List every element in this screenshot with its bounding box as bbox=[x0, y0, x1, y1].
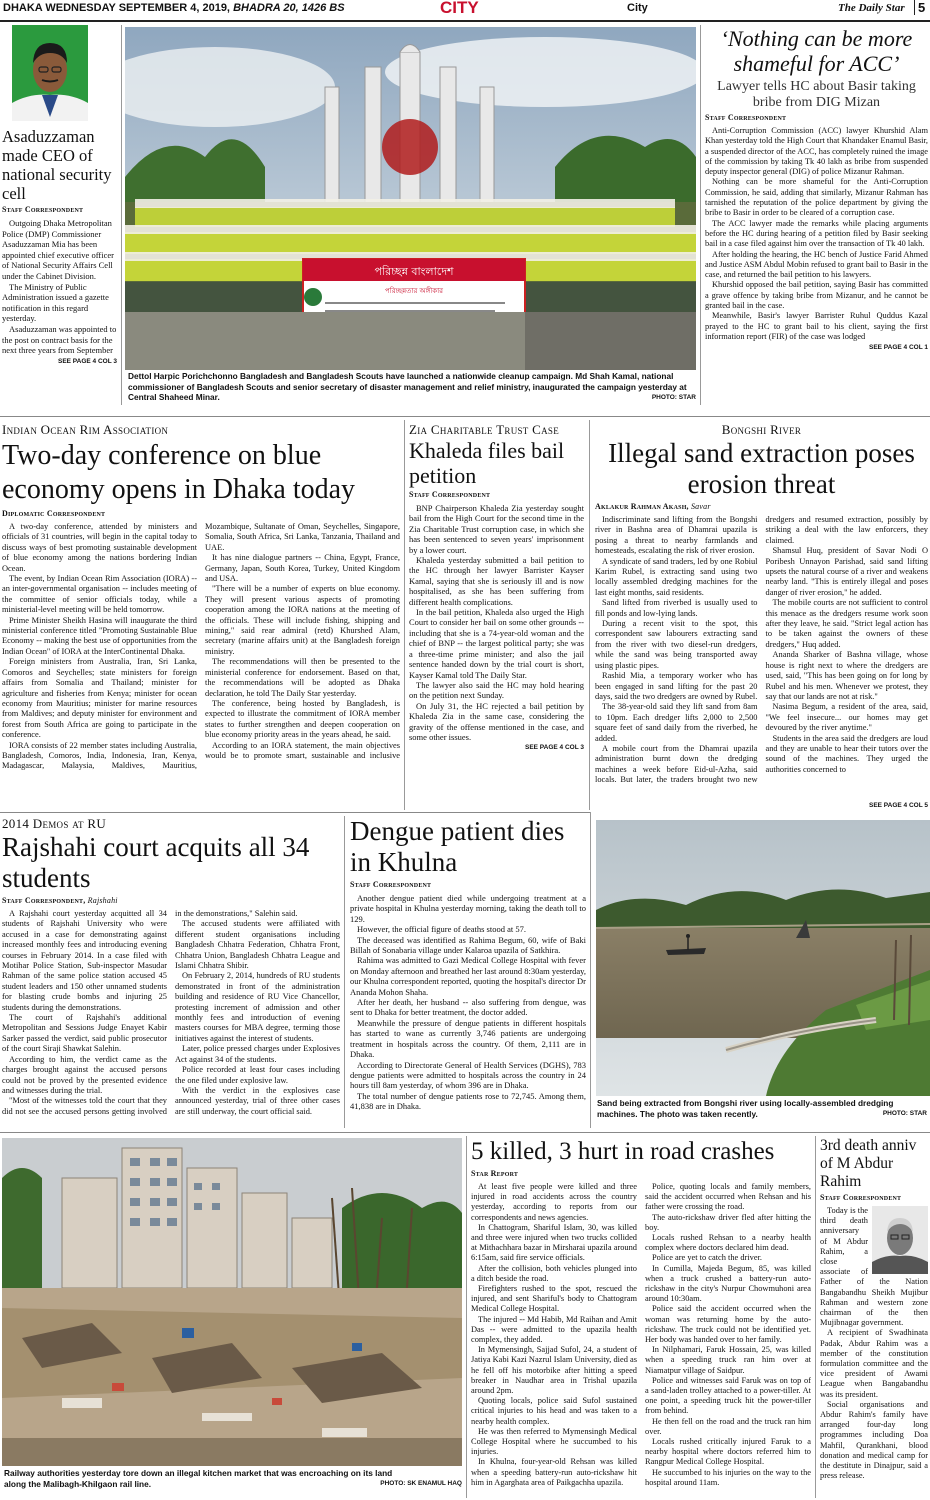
khaleda-continued: SEE PAGE 4 COL 3 bbox=[524, 744, 584, 752]
paragraph: After the collision, both vehicles plunged into a ditch beside the road. bbox=[471, 1263, 637, 1283]
asad-story bbox=[2, 25, 117, 405]
paragraph: In Chattogram, Shariful Islam, 30, was killed and three were injured when two trucks collided at Mithachhara bazar in Mirsharai upazila around 6:15am, said fire service officials. bbox=[471, 1222, 637, 1263]
dengue-byline: Staff Correspondent bbox=[350, 880, 432, 889]
acc-story bbox=[705, 26, 928, 406]
paragraph: At least five people were killed and three injured in road accidents across the country yesterday, according to reports from our correspondents and news agencies. bbox=[471, 1182, 637, 1222]
paragraph: Prime Minister Sheikh Hasina will inaugurate the third ministerial conference titled "Promoting Sustainable Blue Economy -- making the best use of opportunities from the Indian Ocean" of IORA at the InterContinental Dhaka. bbox=[2, 615, 197, 656]
river-photo bbox=[596, 820, 930, 1096]
rail-caption: Railway authorities yesterday tore down an illegal kitchen market that was encroaching on its land along the Malibagh-Khilgaon rail line. bbox=[4, 1468, 393, 1489]
paragraph: He was then referred to Mymensingh Medical College Hospital where he succumbed to his injuries. bbox=[471, 1426, 637, 1457]
paragraph: Anti-Corruption Commission (ACC) lawyer Khurshid Alam Khan yesterday told the High Court that Khandaker Enamul Basir, a suspended director of the ACC, has completely ruined the image of the commission by taking Tk 40 lakh as bribe from suspended deputy inspector general (DIG) of police Mizanur Rahman. bbox=[705, 126, 928, 177]
paragraph: Foreign ministers from Australia, Iran, Sri Lanka, Comoros and Seychelles; state ministers for foreign affairs from Somalia and Thailand; minister for agriculture and fisheries from Kenya; minister for ocean economy from Mauritius; minister for marine resources from Maldives; and deputy minister for environment and forest from South Africa are going to participate in the conference. bbox=[2, 657, 197, 740]
river-credit: PHOTO: STAR bbox=[882, 1110, 927, 1117]
paragraph: Police recorded at least four cases including the one filed under explosive law. bbox=[175, 1065, 340, 1085]
paragraph: The ACC lawyer made the remarks while placing arguments before the HC during hearing of a petition filed by Basir seeking bail in a case filed against him over the transaction of Tk 40 lakh. bbox=[705, 218, 928, 249]
khaleda-story bbox=[409, 422, 584, 807]
paragraph: After holding the hearing, the HC bench of Justice Farid Ahmed and Justice ASM Abdul Mobin refused to grant bail to Basir in the case, and returned the bail petition to his lawyers. bbox=[705, 249, 928, 280]
paragraph: The lawyer also said the HC may hold hearing on the petition next Sunday. bbox=[409, 679, 584, 701]
place-date: DHAKA WEDNESDAY SEPTEMBER 4, 2019, bbox=[3, 2, 230, 14]
crash-body bbox=[471, 1182, 811, 1492]
paragraph: The injured -- Md Habib, Md Raihan and Amit Das -- were admitted to the upazila health complex, they added. bbox=[471, 1314, 637, 1345]
paragraph: The court of Rajshahi's additional Metropolitan and Sessions Judge Enayet Kabir Sarker passed the verdict, said public prosecutor of the court Siraji Shawkat Salehin. bbox=[2, 1013, 167, 1054]
paragraph: Later, police pressed charges under Explosives Act against 34 of the students. bbox=[175, 1044, 340, 1064]
iora-body bbox=[2, 522, 400, 780]
paragraph: Outgoing Dhaka Metropolitan Police (DMP) Commissioner Asaduzzaman Mia has been appointed chief executive officer of National Security Affairs Cell under the Cabinet Division. bbox=[2, 218, 114, 281]
paragraph: Police and witnesses said Faruk was on top of a sand-laden trolley attached to a power-tiller. At one point, a speeding truck hit the power-tiller from behind. bbox=[645, 1375, 811, 1416]
acc-byline: Staff Correspondent bbox=[705, 113, 787, 122]
river-caption: Sand being extracted from Bongshi river using locally-assembled dredging machines. The photo was taken recently. bbox=[597, 1098, 894, 1119]
sand-headline: Illegal sand extraction poses erosion threat bbox=[608, 438, 915, 499]
byline-place: Savar bbox=[690, 502, 711, 511]
paragraph: During a recent visit to the spot, this correspondent saw labourers extracting sand from the river with two diesel-run dredgers, while the sand was being transported away using plastic pipes. bbox=[595, 619, 758, 670]
paragraph: Police are yet to catch the driver. bbox=[652, 1253, 762, 1263]
cleanup-caption-box bbox=[128, 371, 696, 405]
paragraph: IORA consists of 22 member states including Australia, Bangladesh, Comoros, India, Indonesia, Iran, Kenya, Madagascar, Malaysia, Maldives, Mauritius, Mozambique, Sultanate of Oman, Seychelles, Singapore, Somalia, South Africa, Sri Lanka, Tanzania, Thailand and UAE. bbox=[2, 522, 400, 771]
rahim-portrait bbox=[872, 1206, 928, 1274]
paragraph: Locals rushed critically injured Faruk to a nearby hospital where doctors referred him to Rangpur Medical College Hospital. bbox=[645, 1437, 811, 1467]
paragraph: Social organisations and Abdur Rahim's family have arranged four-day long programmes including Doa Mahfil, Qurankhani, blood donation and medical camp for the destitute in Dinajpur, said a press release. bbox=[820, 1399, 928, 1481]
acc-headline: ‘Nothing can be more shameful for ACC’ bbox=[720, 26, 913, 76]
ru-body bbox=[2, 909, 340, 1128]
crash-story bbox=[471, 1137, 811, 1499]
ru-story bbox=[2, 816, 340, 1128]
paragraph: The mobile courts are not sufficient to control this menace as the dredgers resume work soon after they leave, he said. "Strict legal action has to be taken against the owners of these dredgers," Huq added. bbox=[765, 598, 928, 649]
byline-place: Rajshahi bbox=[87, 896, 118, 905]
rail-credit: PHOTO: SK ENAMUL HAQ bbox=[380, 1480, 462, 1487]
sand-kicker: Bongshi River bbox=[721, 422, 802, 437]
cleanup-credit: PHOTO: STAR bbox=[651, 393, 696, 401]
asad-continued: SEE PAGE 4 COL 3 bbox=[57, 357, 117, 365]
paragraph: The recommendations will then be presented to the ministerial conference for endorsement. Based on that, the recommendations will be adopted as Dhaka declaration, he told The Daily Star yesterday. bbox=[205, 657, 400, 698]
acc-continued: SEE PAGE 4 COL 1 bbox=[868, 344, 928, 352]
paragraph: A mobile court from the Dhamrai upazila administration burnt down the dredging machines a week before Eid-ul-Azha, said locals. But later, the traders brought two new dredgers and resumed extraction, possibly by striking a deal with the law enforcers, they claimed. bbox=[595, 515, 928, 785]
paragraph: He succumbed to his injuries on the way to the hospital around 11am. bbox=[645, 1467, 811, 1487]
paragraph: Firefighters rushed to the spot, rescued the injured, and sent Shariful's body to Chattogram Medical College Hospital. bbox=[471, 1284, 637, 1314]
paragraph: However, the official figure of deaths stood at 57. bbox=[357, 924, 526, 935]
paragraph: Rashid Mia, a temporary worker who has been engaged in sand lifting for the past 20 days, said the two dredgers are owned by Rubel. bbox=[595, 671, 758, 701]
paragraph: The conference, being hosted by Bangladesh, is expected to illustrate the commitment of IORA member states to further strengthen and deepen cooperation on blue economy priority areas in the years ahead, he said. bbox=[205, 698, 400, 740]
paragraph: Shamsul Huq, president of Savar Nodi O Poribesh Unnayon Parishad, said sand lifting upsets the natural course of a river and weakens nearby land. "This is entirely illegal and poses danger of river erosion," he added. bbox=[765, 546, 928, 597]
rail-photo bbox=[2, 1138, 462, 1466]
river-caption-box bbox=[597, 1098, 927, 1126]
paragraph: According to him, the verdict came as the charges brought against the accused persons could not be proved by the presented evidence and witnesses during the trial. bbox=[2, 1054, 167, 1095]
paragraph: Police said the accident occurred when the woman was returning home by the auto-rickshaw. The truck could not be identified yet. Her body was handed over to her family. bbox=[645, 1304, 811, 1345]
dengue-headline: Dengue patient dies in Khulna bbox=[350, 816, 565, 877]
page-number: 5 bbox=[914, 0, 925, 15]
paragraph: In Mymensingh, Sajjad Sufol, 24, a student of Jatiya Kabi Kazi Nazrul Islam University, died as he fell off his motorbike after hitting a speed breaker in Naudhar area in Trishal upazila around 2pm. bbox=[471, 1345, 637, 1396]
iora-headline: Two-day conference on blue economy opens in Dhaka today bbox=[2, 440, 356, 505]
asad-portrait bbox=[12, 25, 88, 121]
khaleda-kicker: Zia Charitable Trust Case bbox=[409, 422, 560, 437]
section-name: CITY bbox=[440, 0, 479, 17]
paragraph: Sand lifted from riverbed is usually used to fill ponds and low-lying lands. bbox=[595, 598, 758, 618]
asad-body bbox=[2, 218, 117, 356]
ru-kicker: 2014 Demos at RU bbox=[2, 816, 107, 831]
paragraph: With the verdict in the explosives case announced yesterday, trial of three other cases are still underway, the court official said. bbox=[175, 1085, 340, 1116]
acc-body bbox=[705, 126, 928, 342]
ru-headline: Rajshahi court acquits all 34 students bbox=[2, 832, 310, 893]
dengue-body bbox=[350, 893, 586, 1112]
asad-byline: Staff Correspondent bbox=[2, 205, 84, 214]
byline-name: Staff Correspondent, bbox=[2, 896, 86, 905]
paragraph: "There will be a number of experts on blue economy. They will present various aspects of promoting cooperation among the IORA nations at the meeting of the officials. These will include fishing, shipping and mining," said rear admiral (retd) Khurshed Alam, secretary (marine affairs unit) at the Bangladesh foreign ministry. bbox=[205, 584, 400, 656]
iora-story bbox=[2, 422, 400, 807]
byline-name: Aklakur Rahman Akash, bbox=[595, 502, 689, 511]
iora-byline: Diplomatic Correspondent bbox=[2, 509, 106, 518]
paragraph: Khaleda yesterday submitted a bail petition to the HC through her lawyer Barrister Kayser Kamal, saying that she is seriously ill and is now hospitalised, as she has been suffering from different health complications. bbox=[409, 555, 584, 607]
masthead-date bbox=[3, 2, 345, 14]
paragraph: Asaduzzaman was appointed to the post on contract basis for the next three years from September bbox=[2, 323, 117, 356]
section-small: City bbox=[627, 2, 648, 14]
paragraph: Meanwhile the pressure of dengue patients in different hospitals has started to wane as currently 3,746 patients are undergoing treatment in hospitals across the country. Of them, 2,111 are in Dhaka. bbox=[350, 1017, 586, 1060]
paragraph: A recipient of Swadhinata Padak, Abdur Rahim was a member of the constitution formulation committee and the vice president of Awami League when Bangabandhu was its president. bbox=[820, 1328, 928, 1399]
paragraph: The total number of dengue patients rose to 72,745. Among them, 41,838 are in Dhaka. bbox=[350, 1090, 586, 1112]
paragraph: It has nine dialogue partners -- China, Egypt, France, Germany, Japan, South Korea, Turkey, United Kingdom and USA. bbox=[205, 553, 400, 584]
sand-byline bbox=[595, 502, 928, 511]
paragraph: The accused students were affiliated with different student organisations including Bangladesh Chhatra Federation, Chhatra Front, Chhatra Union, Bangladesh Chhatra League and Islami Chhatra Shibir. bbox=[175, 919, 340, 971]
iora-kicker: Indian Ocean Rim Association bbox=[2, 422, 169, 437]
paragraph: The Ministry of Public Administration issued a gazette notification in this regard yesterday. bbox=[2, 281, 109, 324]
dengue-story bbox=[350, 816, 586, 1128]
paragraph: Indiscriminate sand lifting from the Bongshi river in Bashna area of Dhamrai upazila is posing a threat to nearby farmlands and homesteads, escalating the risk of river erosion. bbox=[595, 515, 758, 556]
asad-headline: Asaduzzaman made CEO of national security cell bbox=[2, 127, 112, 203]
crash-byline: Star Report bbox=[471, 1169, 519, 1178]
cleanup-photo bbox=[125, 27, 696, 370]
paragraph: Khurshid opposed the bail petition, saying Basir has committed a grave offence by taking bribe from Mizanur, and he cannot be granted bail in the case. bbox=[705, 280, 928, 311]
ru-byline bbox=[2, 896, 340, 905]
rahim-headline: 3rd death anniv of M Abdur Rahim bbox=[820, 1137, 917, 1190]
paragraph: The auto-rickshaw driver fled after hitting the boy. bbox=[645, 1212, 811, 1232]
sand-continued: SEE PAGE 4 COL 5 bbox=[868, 802, 928, 807]
sand-body bbox=[595, 515, 928, 800]
masthead bbox=[0, 0, 930, 22]
paragraph: In Nilphamari, Faruk Hossain, 25, was killed when a speeding truck ran him over at Niamatpur village of Saidpur. bbox=[645, 1345, 811, 1375]
paragraph: Nasima Begum, a resident of the area, said, "We feel insecure... our homes may get devoured by the river anytime." bbox=[765, 702, 928, 733]
paper-logo: The Daily Star bbox=[838, 2, 905, 14]
paragraph: Quoting locals, police said Sufol sustained critical injuries to his head and was taken to a nearby health complex. bbox=[471, 1396, 637, 1426]
paragraph: Locals rushed Rehsan to a nearby health complex where doctors declared him dead. bbox=[645, 1233, 811, 1253]
rahim-byline: Staff Correspondent bbox=[820, 1193, 902, 1202]
khaleda-body bbox=[409, 503, 584, 742]
paragraph: After her death, her husband -- also suffering from dengue, was sent to Dhaka for better treatment, the doctor added. bbox=[350, 997, 586, 1018]
paragraph: "Most of the witnesses told the court that they did not see the accused persons getting involved in the demonstrations," Salehin said. bbox=[2, 909, 298, 1116]
paragraph: In Khulna, four-year-old Rehsan was killed when a speeding battery-run auto-rickshaw hit him in Agarghata area of Paikgachha upazila. bbox=[471, 1457, 637, 1487]
khaleda-headline: Khaleda files bail petition bbox=[409, 438, 565, 488]
paragraph: Police, quoting locals and family members, said the accident occurred when Rehsan and his father were crossing the road. bbox=[645, 1182, 811, 1212]
paragraph: BNP Chairperson Khaleda Zia yesterday sought bail from the High Court for the second time in the Zia Charitable Trust corruption case, in which she has been sentenced to seven years' imprisonment by a lower court. bbox=[409, 503, 584, 555]
paragraph: The 38-year-old said they lift sand from 8am to 10pm. Each dredger lifts 2,000 to 2,500 square feet of sand daily from the riverbed, he added. bbox=[595, 702, 758, 743]
paragraph: Rahima was admitted to Gazi Medical College Hospital with fever on Monday afternoon and breathed her last around 8:30am yesterday, our Khulna correspondent reported, quoting the hospital's director Dr Ananda Mohon Shaha. bbox=[350, 955, 586, 997]
paragraph: On February 2, 2014, hundreds of RU students demonstrated in front of the administration building and residence of RU Vice Chancellor, protesting increment of admission and other monthly fees and introduction of evening masters courses for MBA degree, terming those initiatives against the interest of students. bbox=[175, 971, 340, 1043]
paragraph: A Rajshahi court yesterday acquitted all 34 students of Rajshahi University who were accused in a case for demonstrating against increased monthly fees and introducing evening courses in February 2014. In a case filed with Motihar Police Station, Sub-inspector Masudar Rahman of the same police station accused 45 student leaders and 150 other unnamed students for blasting crude bombs and injuring 25 students during the demonstrations. bbox=[2, 909, 167, 1012]
paragraph: Today is the third death anniversary of M Abdur Rahim, a close associate of Father of the Nation Bangabandhu Sheikh Mujibur Rahman and western zone chairman of the then Mujibnagar government. bbox=[820, 1206, 928, 1328]
khaleda-byline: Staff Correspondent bbox=[409, 490, 491, 499]
rahim-story bbox=[820, 1137, 928, 1499]
bangla-date: BHADRA 20, 1426 BS bbox=[233, 2, 345, 14]
paragraph: On July 31, the HC rejected a bail petition by Khaleda Zia in the same case, considering the gravity of the offense mentioned in the case, and some other issues. bbox=[409, 700, 584, 742]
paragraph: Ananda Sharker of Bashna village, whose house is right next to where the dredgers are used, said, "This has been going on for long by Rubel and his men. Whenever we protest, they say that our lands are not at risk." bbox=[765, 650, 928, 701]
paragraph: He then fell on the road and the truck ran him over. bbox=[645, 1416, 811, 1436]
paragraph: Another dengue patient died while undergoing treatment at a private hospital in Khulna yesterday morning, taking the death toll to 129. bbox=[350, 893, 586, 924]
paragraph: The deceased was identified as Rahima Begum, 60, wife of Baki Billah of Sonabaria village under Kalaroa upazila of Satkhira. bbox=[350, 934, 586, 956]
crash-headline: 5 killed, 3 hurt in road crashes bbox=[471, 1138, 775, 1165]
banner-title: পরিচ্ছন্ন বাংলাদেশ bbox=[374, 265, 454, 278]
paragraph: A two-day conference, attended by ministers and officials of 31 countries, will begin in the capital today to discuss ways of best promoting sustainable development of blue economy among the nations bordering Indian Ocean. bbox=[2, 522, 197, 573]
sand-story bbox=[595, 422, 928, 807]
banner-subtitle: পরিচ্ছন্নতার অঙ্গীকার bbox=[384, 287, 444, 295]
paragraph: Students in the area said the dredgers are loud and they are unable to hear their tutors over the sound of the machines. They urged the authorities concerned to bbox=[765, 733, 928, 774]
paragraph: Nothing can be more shameful for the Anti-Corruption Commission, he said, adding that similarly, Mizanur Rahman has tarnished the reputation of the police department by giving the bribe to Basir in order to be cleared of a corruption case. bbox=[705, 177, 928, 218]
paragraph: In the bail petition, Khaleda also urged the High Court to consider her bail on some other grounds -- including that she is a 74-year-old woman and the chief of BNP -- the largest political party; she was a three-time prime minister; and also the jail sentence handed down by the trial court is short, Kayser Kamal told The Daily Star. bbox=[409, 607, 584, 680]
paragraph: The event, by Indian Ocean Rim Association (IORA) -- an inter-governmental organisation -- includes meeting of the committee of senior officials today, while a ministerial-level meeting will be held tomorrow. bbox=[2, 574, 197, 615]
cleanup-caption: Dettol Harpic Porichchonno Bangladesh and Bangladesh Scouts have launched a nationwide cleanup campaign. Md Shah Kamal, national commissioner of Bangladesh Scouts and senior secretary of disaster management and relief ministry, inaugurated the campaign yesterday at Central Shaheed Minar. bbox=[128, 371, 687, 402]
rail-caption-box bbox=[4, 1468, 462, 1498]
acc-subhead: Lawyer tells HC about Basir taking bribe from DIG Mizan bbox=[717, 79, 916, 110]
paragraph: According to an IORA statement, the main objectives would be to promote smart, sustainable and inclusive bbox=[205, 740, 400, 760]
paragraph: According to Directorate General of Health Services (DGHS), 783 dengue patients were admitted to hospitals across the country in 24 hours till 8am yesterday, of whom 396 are in Dhaka. bbox=[350, 1059, 586, 1091]
paragraph: In Cumilla, Majeda Begum, 85, was killed when a truck crushed a battery-run auto-rickshaw in the city's Nurpur Chowmuhoni area around 10:30am. bbox=[645, 1263, 811, 1304]
paragraph: Meanwhile, Basir's lawyer Barrister Ruhul Quddus Kazal prayed to the HC to grant bail to his client, saying the first information report (FIR) of the case was lodged bbox=[705, 311, 928, 341]
paragraph: A syndicate of sand traders, led by one Robiul Karim Rubel, is extracting sand using two locally assembled dredging machines for the last eight months, said residents. bbox=[595, 556, 758, 597]
